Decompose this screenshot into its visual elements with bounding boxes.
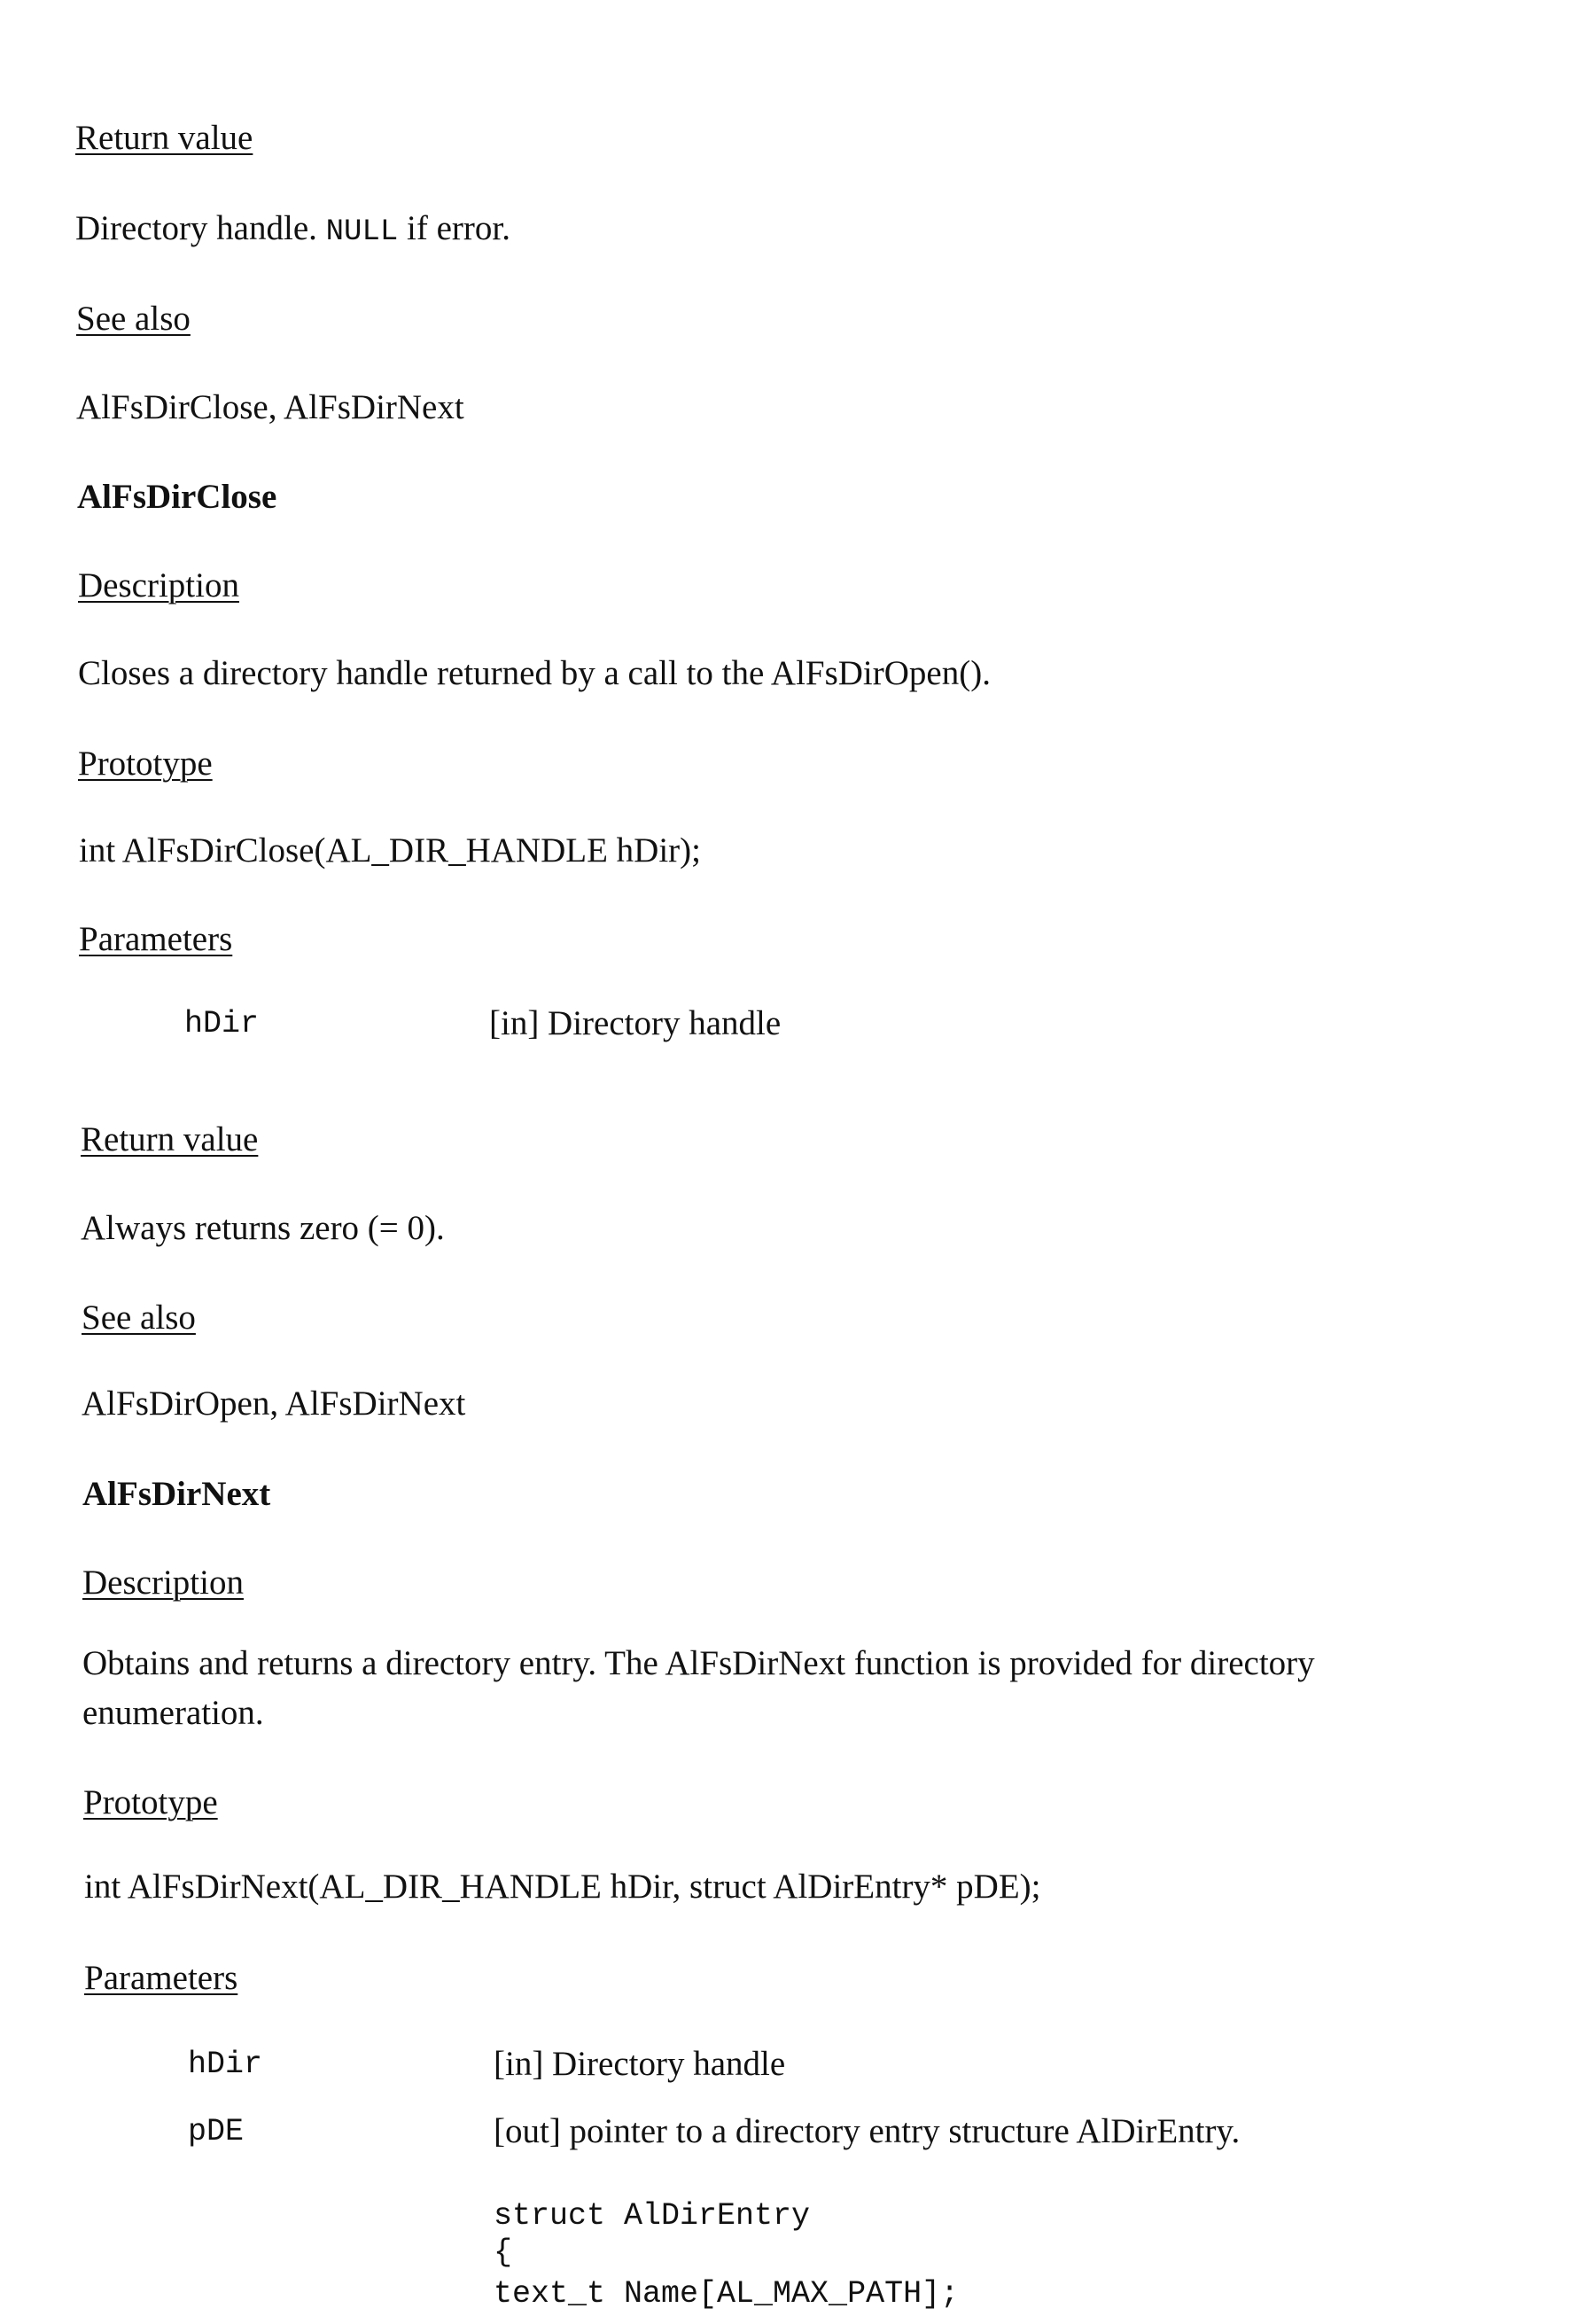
function-title-alfsdirclose: AlFsDirClose	[77, 478, 276, 517]
param-desc: [in] Directory handle	[494, 2045, 785, 2084]
param-name: hDir	[184, 1004, 259, 1043]
param-name: hDir	[188, 2045, 262, 2084]
section-heading-parameters: Parameters	[79, 920, 232, 959]
section-heading-prototype: Prototype	[78, 745, 213, 784]
section-heading-return-value: Return value	[81, 1120, 258, 1159]
prototype-text: int AlFsDirNext(AL_DIR_HANDLE hDir, struct AlDirEntry* pDE);	[84, 1868, 1041, 1907]
see-also-text: AlFsDirClose, AlFsDirNext	[76, 388, 464, 427]
param-desc: [in] Directory handle	[489, 1004, 781, 1043]
section-heading-see-also: See also	[82, 1298, 196, 1337]
text: Directory handle.	[75, 209, 317, 247]
text: if error.	[407, 209, 510, 247]
section-heading-description: Description	[82, 1564, 244, 1603]
section-heading-see-also: See also	[76, 300, 191, 339]
prototype-text: int AlFsDirClose(AL_DIR_HANDLE hDir);	[79, 831, 701, 870]
code-null: NULL	[326, 215, 399, 249]
param-desc: [out] pointer to a directory entry structure AlDirEntry.	[494, 2112, 1240, 2151]
section-heading-description: Description	[78, 566, 239, 605]
code-line: {	[494, 2233, 512, 2272]
description-text: Closes a directory handle returned by a call to the AlFsDirOpen().	[78, 654, 991, 693]
code-line: struct AlDirEntry	[494, 2196, 810, 2235]
function-title-alfsdirnext: AlFsDirNext	[82, 1475, 270, 1514]
code-line: text_t Name[AL_MAX_PATH];	[494, 2274, 959, 2313]
return-value-text	[75, 209, 510, 252]
section-heading-prototype: Prototype	[83, 1783, 218, 1822]
see-also-text: AlFsDirOpen, AlFsDirNext	[82, 1384, 465, 1423]
description-text-line2: enumeration.	[82, 1694, 264, 1733]
section-heading-parameters: Parameters	[84, 1959, 237, 1998]
param-name: pDE	[188, 2112, 244, 2151]
description-text-line1: Obtains and returns a directory entry. The AlFsDirNext function is provided for directory	[82, 1644, 1315, 1683]
return-value-text: Always returns zero (= 0).	[81, 1209, 445, 1248]
section-heading-return-value: Return value	[75, 119, 253, 158]
